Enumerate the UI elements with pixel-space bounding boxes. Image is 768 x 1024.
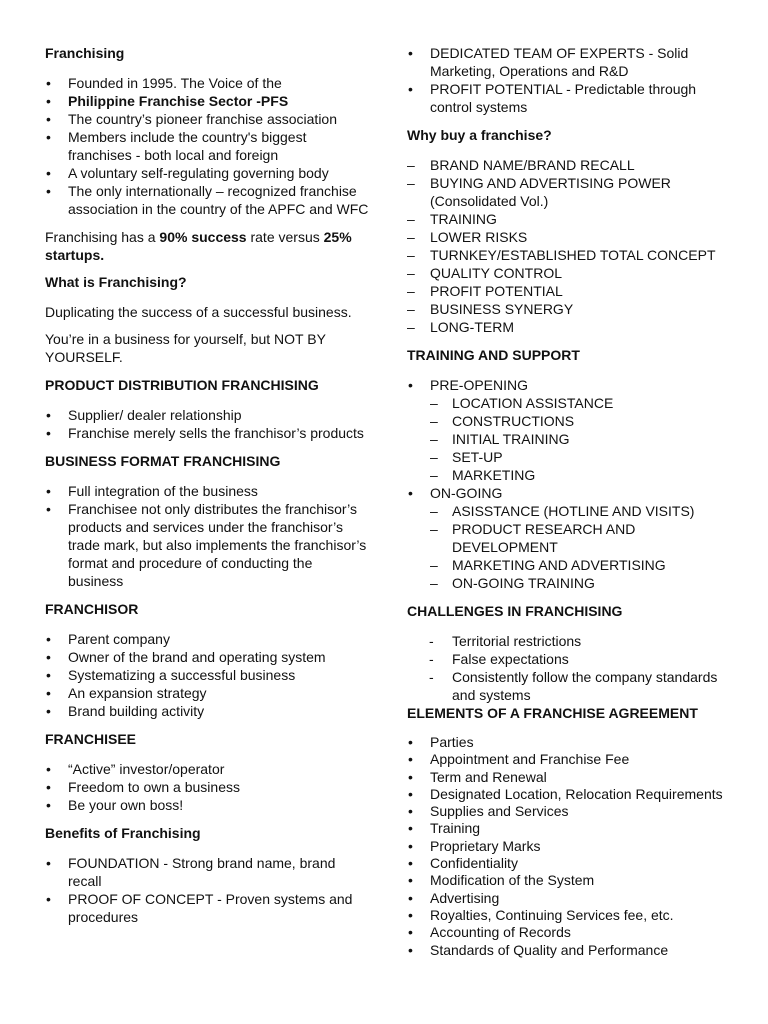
- business-format-list: [45, 482, 370, 590]
- list-item-text: Systematizing a successful business: [68, 667, 296, 683]
- list-item: [407, 210, 737, 228]
- list-item: [407, 734, 737, 751]
- bullet-marker: •: [46, 501, 51, 517]
- hyphen-marker: -: [429, 651, 434, 667]
- list-item-text: PROFIT POTENTIAL - Predictable through control systems: [430, 81, 697, 115]
- list-item-text: LONG-TERM: [430, 319, 514, 335]
- list-item: [407, 80, 737, 116]
- list-item: [45, 424, 370, 442]
- list-item-text: Accounting of Records: [430, 924, 571, 941]
- list-item: [407, 907, 737, 924]
- sublist-item-text: ON-GOING TRAINING: [452, 575, 595, 591]
- list-item: [45, 648, 370, 666]
- list-item: [45, 890, 370, 926]
- list-item: [45, 406, 370, 424]
- list-item: [45, 854, 370, 890]
- list-item-text: BUSINESS SYNERGY: [430, 301, 574, 317]
- dash-marker: –: [430, 575, 438, 591]
- list-item-text: FOUNDATION - Strong brand name, brand recall: [68, 855, 336, 889]
- list-item-text: Members include the country's biggest franchises - both local and foreign: [68, 129, 307, 163]
- list-item-text: “Active” investor/operator: [68, 761, 225, 777]
- sublist-item: [430, 412, 737, 430]
- list-item-text: TRAINING: [430, 211, 497, 227]
- sublist-item-text: MARKETING AND ADVERTISING: [452, 557, 666, 573]
- bullet-marker: •: [46, 649, 51, 665]
- list-item-text: Royalties, Continuing Services fee, etc.: [430, 906, 674, 923]
- dash-marker: –: [407, 247, 415, 263]
- what-is-paragraph-1: Duplicating the success of a successful business.: [45, 304, 352, 320]
- hyphen-marker: -: [429, 669, 434, 685]
- why-buy-heading: Why buy a franchise?: [407, 127, 552, 143]
- challenges-heading: CHALLENGES IN FRANCHISING: [407, 603, 623, 619]
- dash-marker: –: [430, 503, 438, 519]
- bullet-marker: •: [408, 45, 413, 61]
- success-rate-paragraph: [45, 228, 370, 264]
- list-item-text: Be your own boss!: [68, 797, 184, 813]
- bullet-marker: •: [46, 631, 51, 647]
- list-item-text: BUYING AND ADVERTISING POWER (Consolidated Vol.): [430, 175, 671, 209]
- list-item-text: Philippine Franchise Sector -PFS: [68, 93, 289, 109]
- franchising-list: [45, 74, 370, 218]
- dash-marker: –: [407, 283, 415, 299]
- product-distribution-heading: PRODUCT DISTRIBUTION FRANCHISING: [45, 377, 319, 393]
- list-item: [407, 855, 737, 872]
- list-item: [407, 786, 737, 803]
- list-item-text: Full integration of the business: [68, 483, 258, 499]
- sublist-item-text: PRODUCT RESEARCH AND DEVELOPMENT: [452, 521, 636, 555]
- dash-marker: –: [430, 521, 438, 537]
- list-item: [407, 769, 737, 786]
- sublist-item: [430, 394, 737, 412]
- sublist-item-text: CONSTRUCTIONS: [452, 413, 575, 429]
- list-item-text: QUALITY CONTROL: [430, 265, 562, 281]
- list-item: [407, 156, 737, 174]
- franchisee-heading: FRANCHISEE: [45, 731, 137, 747]
- list-item-text: The country’s pioneer franchise association: [68, 111, 338, 127]
- bullet-marker: •: [46, 855, 51, 871]
- list-item: [45, 182, 370, 218]
- list-item-text: The only internationally – recognized franchise association in the country of the APFC and WFC: [68, 183, 369, 217]
- franchisor-heading: FRANCHISOR: [45, 601, 139, 617]
- list-item: [407, 264, 737, 282]
- bullet-marker: •: [46, 111, 51, 127]
- bullet-marker: •: [408, 81, 413, 97]
- list-item: [407, 820, 737, 837]
- list-item: [45, 128, 370, 164]
- dash-marker: –: [407, 301, 415, 317]
- list-item: [407, 246, 737, 264]
- list-item: [407, 282, 737, 300]
- startup-rate-value: 25% startups.: [45, 229, 352, 263]
- list-item: [407, 942, 737, 959]
- bullet-marker: •: [408, 941, 413, 958]
- product-distribution-list: [45, 406, 370, 442]
- franchisee-list: [45, 760, 370, 814]
- list-item-text: Standards of Quality and Performance: [430, 941, 669, 958]
- list-item-text: PROFIT POTENTIAL: [430, 283, 563, 299]
- what-is-franchising-heading: What is Franchising?: [45, 274, 187, 290]
- list-item: [45, 482, 370, 500]
- on-going-sublist: [430, 502, 737, 592]
- pre-opening-sublist: [430, 394, 737, 484]
- list-item-text: Supplier/ dealer relationship: [68, 407, 242, 423]
- list-item: [45, 92, 370, 110]
- bullet-marker: •: [46, 685, 51, 701]
- success-rate-value: 90% success: [159, 229, 247, 245]
- list-item: [407, 484, 737, 592]
- list-item: [407, 632, 737, 650]
- bullet-marker: •: [408, 485, 413, 501]
- list-item: [45, 796, 370, 814]
- sublist-item: [430, 466, 737, 484]
- list-item: [45, 500, 370, 590]
- list-item-text: A voluntary self-regulating governing body: [68, 165, 329, 181]
- sublist-item-text: INITIAL TRAINING: [452, 431, 570, 447]
- list-item-text: ON-GOING: [430, 485, 503, 501]
- dash-marker: –: [407, 229, 415, 245]
- bullet-marker: •: [408, 751, 413, 768]
- bullet-marker: •: [46, 797, 51, 813]
- training-support-heading: TRAINING AND SUPPORT: [407, 347, 580, 363]
- challenges-list: [407, 632, 737, 704]
- bullet-marker: •: [408, 837, 413, 854]
- benefits-list: [45, 854, 370, 926]
- why-buy-list: [407, 156, 737, 336]
- list-item: [407, 44, 737, 80]
- bullet-marker: •: [46, 183, 51, 199]
- sublist-item-text: MARKETING: [452, 467, 536, 483]
- list-item-text: Founded in 1995. The Voice of the: [68, 75, 282, 91]
- list-item-text: Modification of the System: [430, 872, 595, 889]
- list-item-text: Term and Renewal: [430, 768, 547, 785]
- hyphen-marker: -: [429, 633, 434, 649]
- list-item: [45, 702, 370, 720]
- list-item: [407, 872, 737, 889]
- list-item-text: PRE-OPENING: [430, 377, 529, 393]
- list-item: [407, 751, 737, 768]
- list-item-text: Training: [430, 820, 481, 837]
- list-item-text: Consistently follow the company standards and systems: [452, 669, 718, 703]
- sublist-item: [430, 448, 737, 466]
- bullet-marker: •: [46, 483, 51, 499]
- bullet-marker: •: [408, 872, 413, 889]
- bullet-marker: •: [46, 407, 51, 423]
- list-item: [407, 318, 737, 336]
- training-support-list: [407, 376, 737, 592]
- list-item-text: Franchise merely sells the franchisor’s products: [68, 425, 364, 441]
- left-column: [45, 44, 370, 936]
- bullet-marker: •: [408, 734, 413, 750]
- sublist-item: [430, 520, 737, 556]
- list-item-text: TURNKEY/ESTABLISHED TOTAL CONCEPT: [430, 247, 716, 263]
- list-item: [45, 760, 370, 778]
- list-item: [45, 778, 370, 796]
- elements-heading: ELEMENTS OF A FRANCHISE AGREEMENT: [407, 705, 698, 721]
- list-item-text: LOWER RISKS: [430, 229, 528, 245]
- bullet-marker: •: [408, 855, 413, 872]
- dash-marker: –: [407, 175, 415, 191]
- dash-marker: –: [430, 431, 438, 447]
- list-item: [407, 228, 737, 246]
- list-item-text: Advertising: [430, 889, 500, 906]
- list-item-text: False expectations: [452, 651, 569, 667]
- dash-marker: –: [430, 557, 438, 573]
- sublist-item-text: LOCATION ASSISTANCE: [452, 395, 614, 411]
- sublist-item: [430, 556, 737, 574]
- bullet-marker: •: [408, 803, 413, 820]
- what-is-paragraph-2: You’re in a business for yourself, but NOT BY YOURSELF.: [45, 331, 326, 365]
- list-item: [407, 650, 737, 668]
- list-item: [45, 630, 370, 648]
- list-item-text: Franchisee not only distributes the franchisor’s products and services under the franchisor’s trade mark, but also implements the franchisor’s format and procedure of conducting the business: [68, 501, 367, 589]
- list-item-text: Supplies and Services: [430, 803, 569, 820]
- list-item: [407, 890, 737, 907]
- elements-list: [407, 734, 737, 959]
- list-item: [45, 684, 370, 702]
- bullet-marker: •: [46, 165, 51, 181]
- bullet-marker: •: [408, 785, 413, 802]
- sublist-item: [430, 574, 737, 592]
- list-item-text: Proprietary Marks: [430, 837, 541, 854]
- bullet-marker: •: [408, 820, 413, 837]
- list-item: [45, 666, 370, 684]
- list-item-text: Parent company: [68, 631, 170, 647]
- dash-marker: –: [407, 211, 415, 227]
- bullet-marker: •: [408, 377, 413, 393]
- list-item-text: Owner of the brand and operating system: [68, 649, 326, 665]
- business-format-heading: BUSINESS FORMAT FRANCHISING: [45, 453, 281, 469]
- list-item-text: Brand building activity: [68, 703, 205, 719]
- bullet-marker: •: [408, 768, 413, 785]
- list-item-text: Designated Location, Relocation Requirements: [430, 785, 723, 802]
- bullet-marker: •: [408, 889, 413, 906]
- bullet-marker: •: [46, 667, 51, 683]
- list-item-text: PROOF OF CONCEPT - Proven systems and procedures: [68, 891, 353, 925]
- bullet-marker: •: [46, 761, 51, 777]
- bullet-marker: •: [46, 75, 51, 91]
- success-text-1: Franchising has a: [45, 229, 160, 245]
- dash-marker: –: [430, 467, 438, 483]
- bullet-marker: •: [408, 906, 413, 923]
- bullet-marker: •: [46, 703, 51, 719]
- list-item: [407, 376, 737, 484]
- list-item-text: Territorial restrictions: [452, 633, 582, 649]
- list-item: [45, 74, 370, 92]
- list-item: [407, 300, 737, 318]
- benefits-heading: Benefits of Franchising: [45, 825, 201, 841]
- list-item-text: Parties: [430, 734, 474, 750]
- sublist-item: [430, 430, 737, 448]
- sublist-item-text: ASISSTANCE (HOTLINE AND VISITS): [452, 503, 695, 519]
- list-item: [407, 174, 737, 210]
- list-item: [407, 924, 737, 941]
- list-item-text: Freedom to own a business: [68, 779, 240, 795]
- bullet-marker: •: [46, 779, 51, 795]
- franchisor-list: [45, 630, 370, 720]
- franchising-heading: Franchising: [45, 45, 125, 61]
- list-item-text: DEDICATED TEAM OF EXPERTS - Solid Marketing, Operations and R&D: [430, 45, 689, 79]
- list-item: [407, 803, 737, 820]
- list-item: [407, 838, 737, 855]
- sublist-item-text: SET-UP: [452, 449, 503, 465]
- benefits-continued-list: [407, 44, 737, 116]
- right-column: [407, 44, 737, 969]
- bullet-marker: •: [46, 129, 51, 145]
- dash-marker: –: [407, 265, 415, 281]
- list-item: [45, 110, 370, 128]
- list-item-text: Appointment and Franchise Fee: [430, 751, 630, 768]
- bullet-marker: •: [46, 93, 51, 109]
- list-item-text: Confidentiality: [430, 855, 518, 872]
- dash-marker: –: [430, 395, 438, 411]
- list-item-text: BRAND NAME/BRAND RECALL: [430, 157, 635, 173]
- list-item-text: An expansion strategy: [68, 685, 207, 701]
- list-item: [45, 164, 370, 182]
- bullet-marker: •: [46, 891, 51, 907]
- dash-marker: –: [407, 319, 415, 335]
- list-item: [407, 668, 737, 704]
- bullet-marker: •: [46, 425, 51, 441]
- dash-marker: –: [430, 413, 438, 429]
- success-text-2: rate versus: [246, 229, 324, 245]
- bullet-marker: •: [408, 924, 413, 941]
- dash-marker: –: [407, 157, 415, 173]
- dash-marker: –: [430, 449, 438, 465]
- sublist-item: [430, 502, 737, 520]
